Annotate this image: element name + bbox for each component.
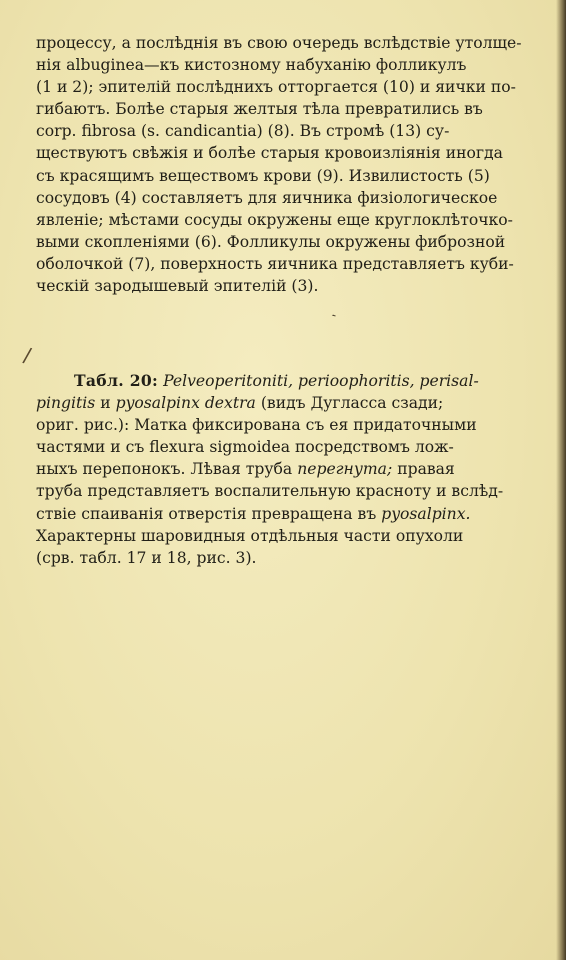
text-line: гибаютъ. Болѣе старыя желтыя тѣла превратились въ [36,100,483,119]
text-line: Характерны шаровидныя отдѣльныя части опухоли [36,526,464,545]
text-line: выми скопленіями (6). Фолликулы окружены фиброзной [36,232,506,251]
text-line: ориг. рис.): Матка фиксирована съ ея придаточными [36,416,477,435]
page-edge-shadow [556,0,566,960]
table-label: Табл. 20: [74,371,159,390]
term: pyosalpinx. [381,504,471,523]
term: Pelveoperitoniti, [163,372,294,390]
text-line: corp. fibrosa (s. candicantia) (8). Въ стромѣ (13) су- [36,122,450,141]
text-line: явленіе; мѣстами сосуды окружены еще круглоклѣточко- [36,210,513,229]
text-line [36,370,554,392]
text-line: нія albuginea—къ кистозному набуханію фолликулъ [36,56,467,75]
text-line: оболочкой (7), поверхность яичника представляетъ куби- [36,254,514,273]
text-line: (1 и 2); эпителій послѣднихъ отторгается (10) и яички по- [36,78,516,97]
paragraph-2 [36,370,554,569]
text-line: частями и съ flexura sigmoidea посредствомъ лож- [36,438,454,457]
text-line: ческій зародышевый эпителій (3). [36,277,319,296]
text-run: правая [397,460,455,479]
term: перегнута; [297,460,393,479]
term: perioophoritis, [298,372,415,390]
text-line: ществуютъ свѣжія и болѣе старыя кровоизліянія иногда [36,144,503,163]
text-line: съ красящимъ веществомъ крови (9). Извилистость (5) [36,166,490,185]
ink-mark: ˎ [324,301,339,319]
text-line: труба представляетъ воспалительную красноту и вслѣд- [36,482,504,501]
text-line [36,458,554,480]
text-run: ствіе спаиванія отверстія превращена въ [36,504,377,523]
text-line: (срв. табл. 17 и 18, рис. 3). [36,548,257,567]
term: perisal- [419,372,479,390]
pencil-mark: / [21,342,34,368]
conjunction: и [100,394,111,413]
text-line: процессу, а послѣднія въ свою очередь вслѣдствіе утолще- [36,34,522,52]
text-line: сосудовъ (4) составляетъ для яичника физіологическое [36,188,498,207]
paragraph-1 [36,32,554,297]
text-line [36,503,554,525]
text-run: ныхъ перепонокъ. Лѣвая труба [36,460,293,479]
term: pyosalpinx dextra [115,394,256,413]
text-line [36,392,554,414]
text-run: (видъ Дугласса сзади; [260,394,444,413]
term: pingitis [36,394,96,413]
